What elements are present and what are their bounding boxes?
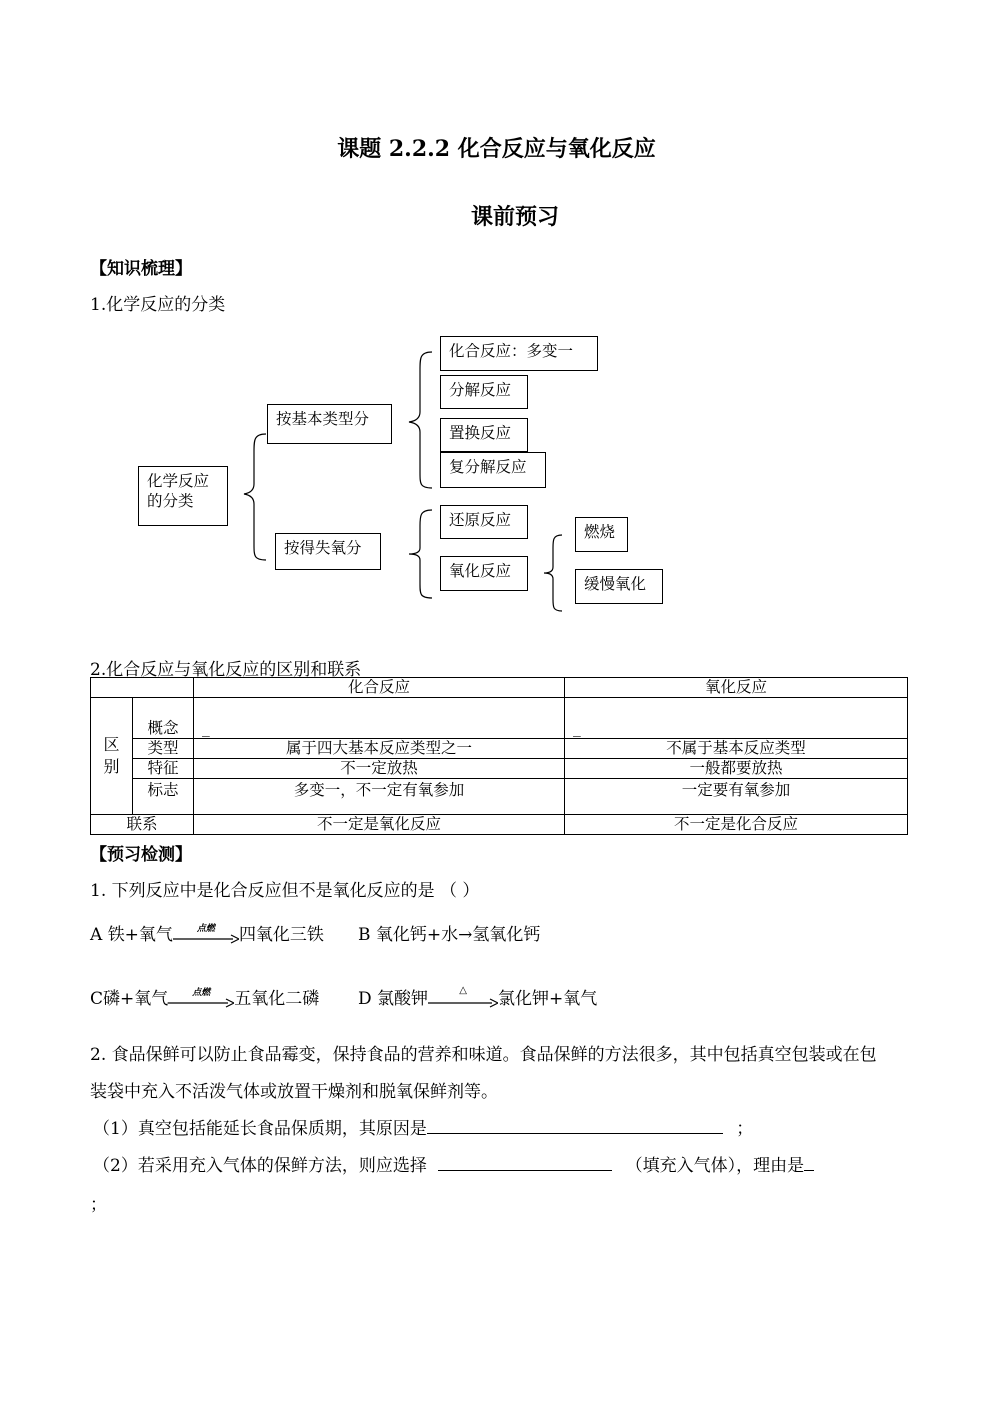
reaction-arrow xyxy=(173,923,239,945)
tree-oxygen-reduction: 还原反应 xyxy=(440,505,528,539)
arrow-condition: △ xyxy=(459,984,467,996)
question-2-sub1 xyxy=(93,1114,753,1139)
table-cell: 多变一，不一定有氧参加 xyxy=(194,779,565,815)
option-b: B 氧化钙+水→氢氧化钙 xyxy=(358,925,541,945)
table-cell: 不一定是化合反应 xyxy=(565,815,908,835)
table-row-label: 概念 xyxy=(133,698,194,739)
table-cell: 属于四大基本反应类型之一 xyxy=(194,739,565,759)
answer-blank-3[interactable] xyxy=(804,1156,814,1171)
brace-oxygen xyxy=(404,508,434,600)
option-a-product: 四氧化三铁 xyxy=(238,925,324,945)
tree-basic-displacement: 置换反应 xyxy=(440,418,528,452)
table-cell: 不一定放热 xyxy=(194,759,565,779)
question-1-stem: 1. 下列反应中是化合反应但不是氧化反应的是 （ ） xyxy=(90,881,480,901)
arrow-condition: 点燃 xyxy=(192,987,211,998)
table-row-label: 标志 xyxy=(133,779,194,815)
question-2-line2: 装袋中充入不活泼气体或放置干燥剂和脱氧保鲜剂等。 xyxy=(90,1082,498,1102)
option-d-letter: D xyxy=(358,989,372,1009)
tree-oxidation-combustion: 燃烧 xyxy=(575,517,628,552)
section-heading-knowledge: 【知识梳理】 xyxy=(90,259,192,279)
table-row xyxy=(91,698,908,739)
reaction-arrow xyxy=(168,987,234,1009)
table-group-label: 区别 xyxy=(91,698,133,815)
table-row-label: 联系 xyxy=(91,815,194,835)
tree-basic-combination: 化合反应：多变一 xyxy=(440,336,598,371)
item2-title: 2.化合反应与氧化反应的区别和联系 xyxy=(90,660,362,680)
brace-oxidation xyxy=(540,533,566,613)
section-heading-test: 【预习检测】 xyxy=(90,845,192,865)
table-cell: _ xyxy=(194,698,565,739)
brace-root xyxy=(240,432,270,562)
question-2-line1: 2. 食品保鲜可以防止食品霉变，保持食品的营养和味道。食品保鲜的方法很多，其中包括真空包装或在包 xyxy=(90,1045,877,1065)
tree-branch-basic: 按基本类型分 xyxy=(267,404,392,444)
brace-basic xyxy=(404,350,434,490)
option-a-letter: A xyxy=(90,925,103,945)
sub2-end: ； xyxy=(90,1195,107,1215)
table-cell: 不一定是氧化反应 xyxy=(194,815,565,835)
option-d-reactants: 氯酸钾 xyxy=(377,989,429,1009)
option-d xyxy=(358,984,597,1009)
option-a xyxy=(90,920,324,945)
option-d-product: 氯化钾+氧气 xyxy=(498,989,598,1009)
option-c-product: 五氧化二磷 xyxy=(234,989,320,1009)
tree-root: 化学反应的分类 xyxy=(138,466,228,526)
sub2-text-a: （2）若采用充入气体的保鲜方法，则应选择 xyxy=(93,1156,427,1176)
sub2-text-b: （填充入气体），理由是 xyxy=(625,1156,805,1176)
answer-blank-1[interactable] xyxy=(427,1119,723,1134)
page-title: 课题 2.2.2 化合反应与氧化反应 xyxy=(337,136,656,162)
table-corner xyxy=(91,678,194,698)
table-cell: _ xyxy=(565,698,908,739)
arrow-condition: 点燃 xyxy=(196,923,215,934)
sub1-end: ； xyxy=(736,1119,754,1139)
table-row-label: 类型 xyxy=(133,739,194,759)
option-c-letter: C xyxy=(90,989,104,1009)
reaction-arrow xyxy=(428,984,498,1009)
table-header-combination: 化合反应 xyxy=(194,678,565,698)
sub1-text: （1）真空包括能延长食品保质期，其原因是 xyxy=(93,1119,427,1139)
tree-oxygen-oxidation: 氧化反应 xyxy=(440,556,528,591)
option-c-reactants: 磷+氧气 xyxy=(103,989,169,1009)
page-subtitle: 课前预习 xyxy=(470,204,559,230)
table-header-oxidation: 氧化反应 xyxy=(565,678,908,698)
question-2-sub2 xyxy=(93,1151,814,1176)
tree-basic-double-decomposition: 复分解反应 xyxy=(440,452,546,488)
arrow-icon xyxy=(428,997,498,1009)
arrow-icon xyxy=(168,997,234,1009)
table-link-row xyxy=(91,815,908,835)
comparison-table xyxy=(90,677,908,835)
item1-title: 1.化学反应的分类 xyxy=(90,295,226,315)
option-a-reactants: 铁+氧气 xyxy=(107,925,173,945)
table-row-label: 特征 xyxy=(133,759,194,779)
table-row xyxy=(91,739,908,759)
tree-basic-decomposition: 分解反应 xyxy=(440,375,528,409)
table-cell: 一定要有氧参加 xyxy=(565,779,908,815)
answer-blank-2[interactable] xyxy=(438,1156,612,1171)
tree-oxidation-slow: 缓慢氧化 xyxy=(575,569,663,604)
table-row xyxy=(91,759,908,779)
arrow-icon xyxy=(173,933,239,945)
table-cell: 一般都要放热 xyxy=(565,759,908,779)
table-header-row xyxy=(91,678,908,698)
table-cell: 不属于基本反应类型 xyxy=(565,739,908,759)
option-c xyxy=(90,984,319,1009)
tree-branch-oxygen: 按得失氧分 xyxy=(275,533,381,570)
table-row xyxy=(91,779,908,815)
